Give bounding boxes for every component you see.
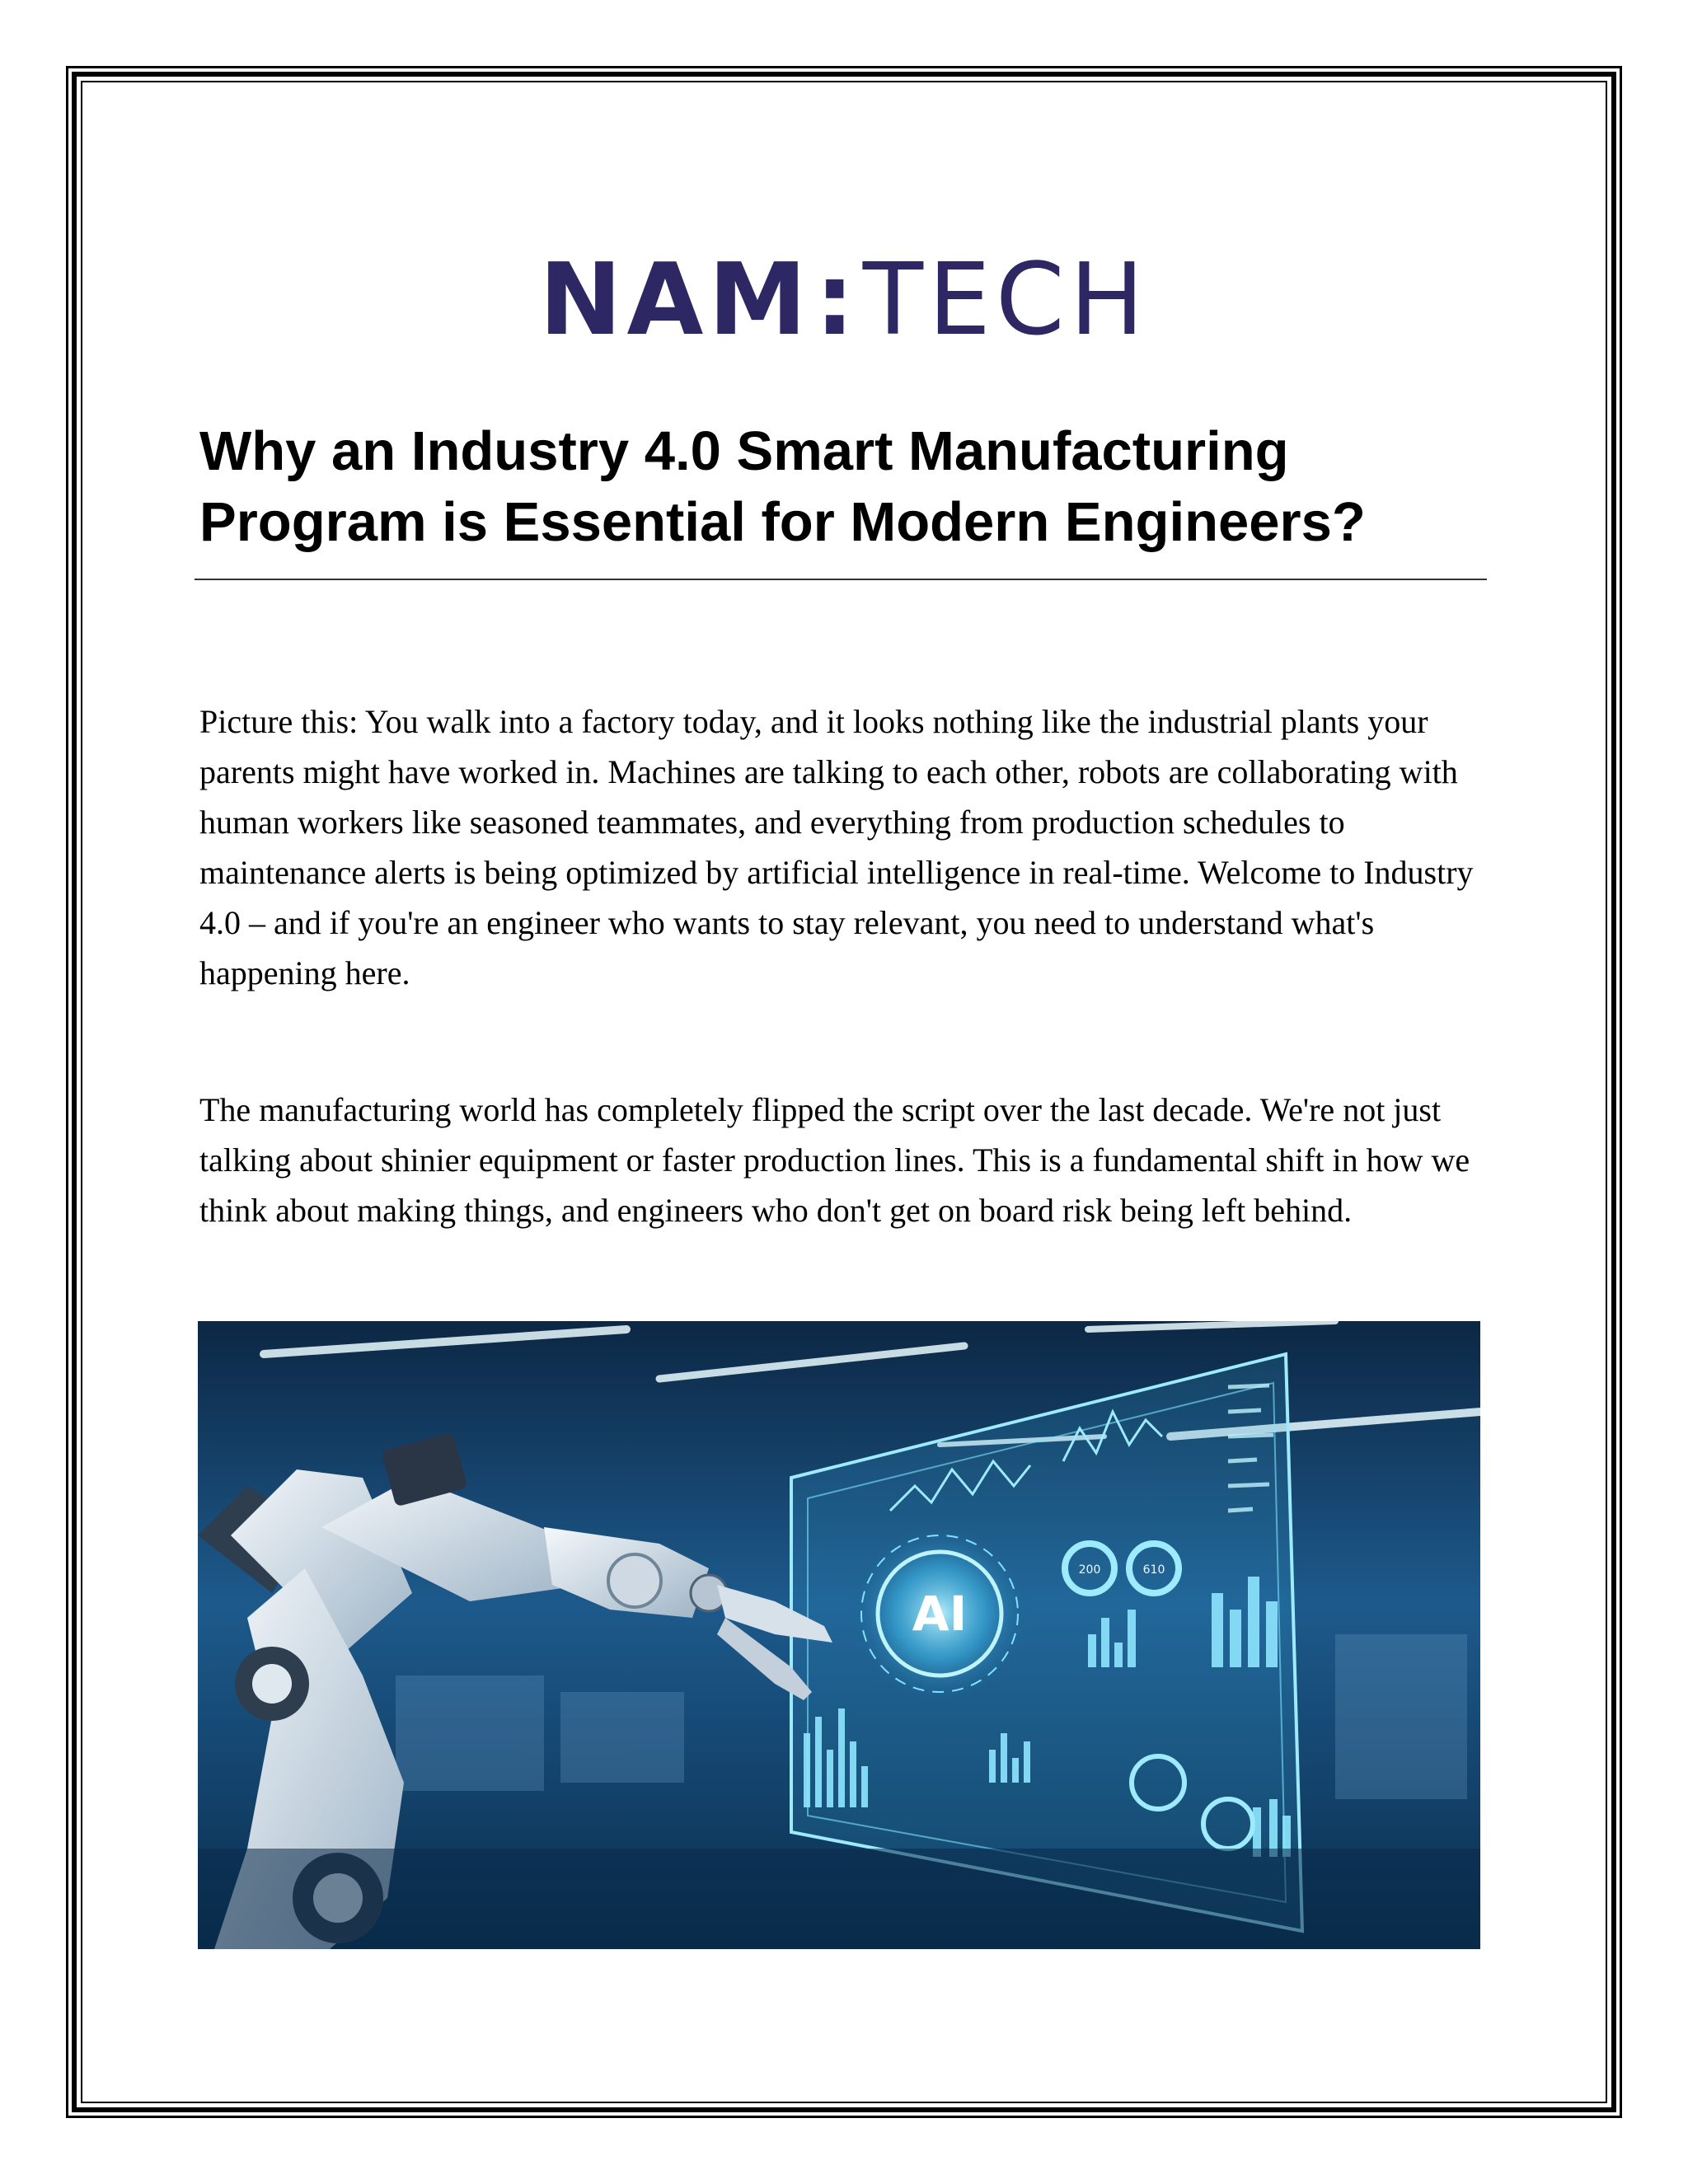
- ai-core-icon: [849, 1523, 1030, 1704]
- gauge-value-1: 200: [1078, 1563, 1101, 1577]
- logo-colon: :: [814, 243, 860, 358]
- hero-image-robot-arm-ai-dashboard: [198, 1321, 1480, 1949]
- floor: [198, 1849, 1480, 1949]
- logo-part-nam: NAM: [539, 243, 812, 358]
- title-underline: [195, 579, 1487, 580]
- title-line-1: Why an Industry 4.0 Smart Manufacturing: [199, 420, 1289, 482]
- article-title: [199, 416, 1493, 558]
- intro-paragraph: Picture this: You walk into a factory today, and it looks nothing like the industrial plants your parents might have worked in. Machines are talking to each other, robots are collaborating with human workers like seasoned teammates, and everything from production schedules to maintenance alerts is being optimized by artificial intelligence in real-time. Welcome to Industry 4.0 – and if you're an engineer who wants to stay relevant, you need to understand what's happening here.: [199, 703, 1474, 991]
- title-line-2: Program is Essential for Modern Engineers?: [199, 491, 1366, 553]
- second-paragraph: The manufacturing world has completely flipped the script over the last decade. We're not just talking about shinier equipment or faster production lines. This is a fundamental shift in how we think about making things, and engineers who don't get on board risk being left behind.: [199, 1091, 1470, 1229]
- ai-label: AI: [912, 1586, 968, 1642]
- logo-part-tech: TECH: [862, 243, 1149, 358]
- namtech-logo: [0, 243, 1688, 358]
- gauge-value-2: 610: [1142, 1563, 1165, 1577]
